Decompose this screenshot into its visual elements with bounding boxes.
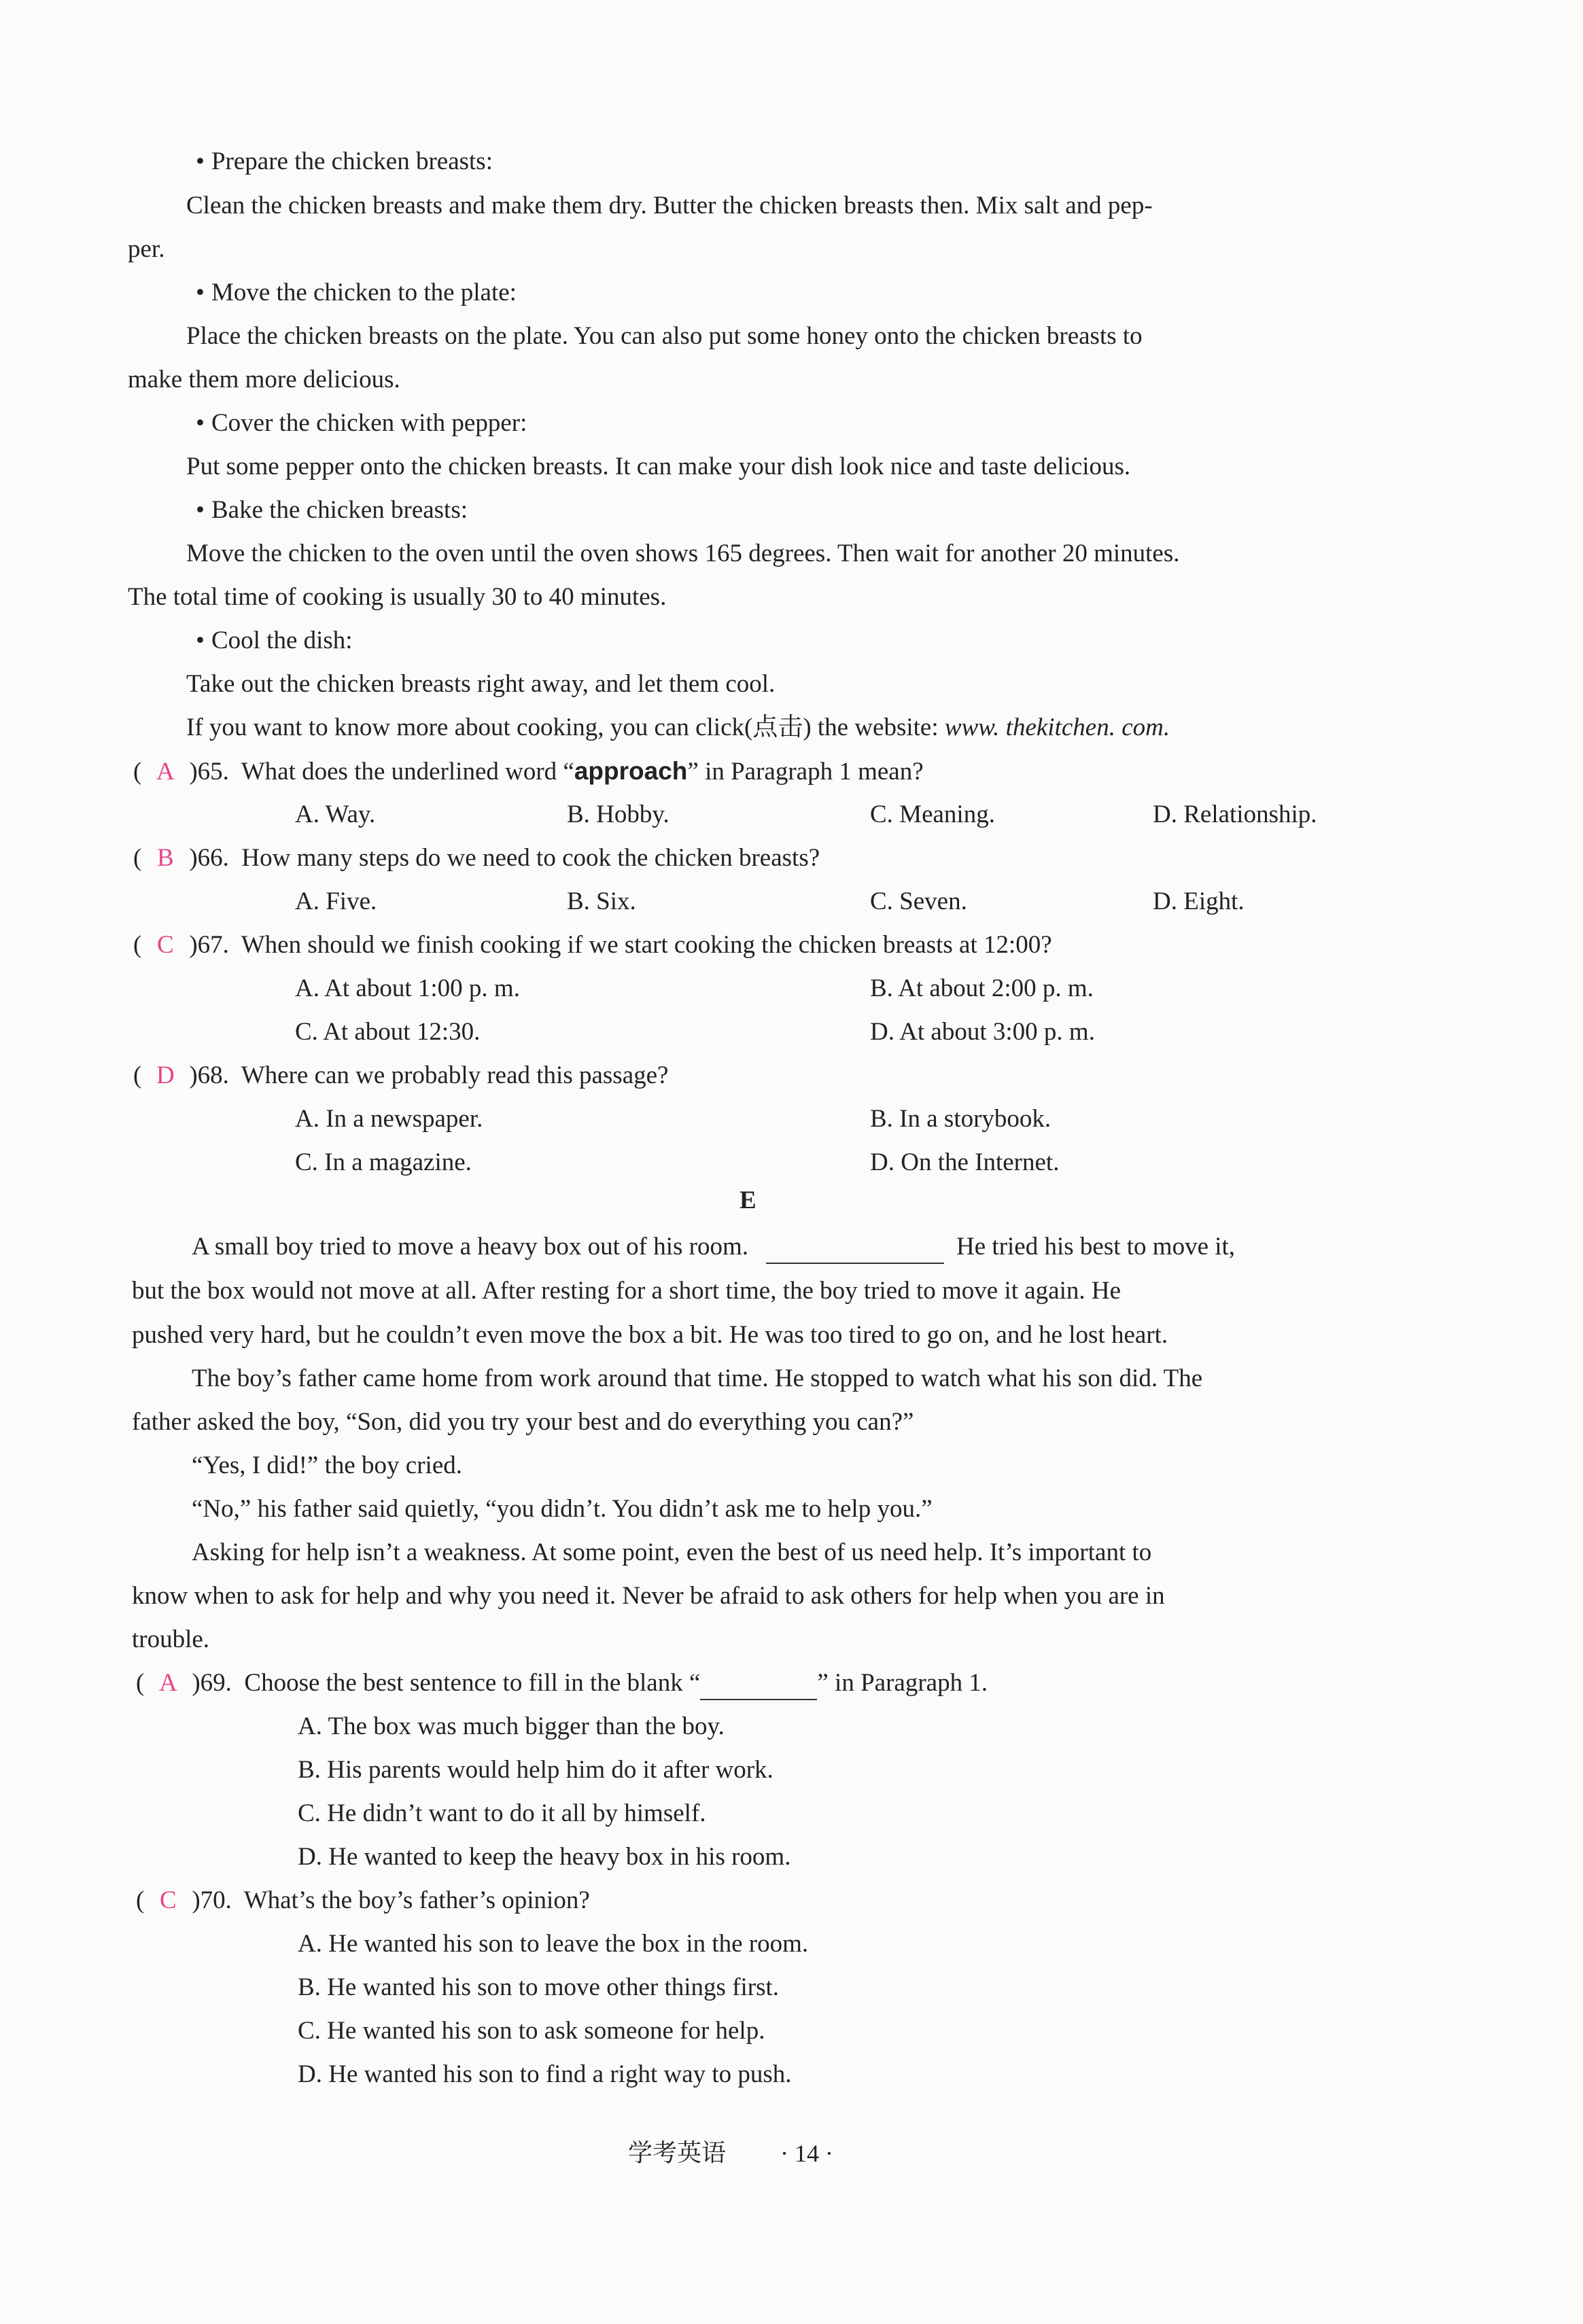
step-text: Clean the chicken breasts and make them dry. Butter the chicken breasts then. Mix salt and pep- bbox=[186, 192, 1153, 219]
answer-mark: C bbox=[159, 1886, 177, 1914]
answer-mark: A bbox=[158, 1669, 177, 1697]
option: D. Eight. bbox=[1153, 887, 1245, 915]
question-68: ( D )68. Where can we probably read this passage? bbox=[133, 1060, 668, 1091]
option: A. Five. bbox=[295, 887, 377, 915]
question-66: ( B )66. How many steps do we need to cook the chicken breasts? bbox=[133, 843, 820, 874]
question-70: ( C )70. What’s the boy’s father’s opinion? bbox=[136, 1885, 590, 1916]
step-text: Place the chicken breasts on the plate. You can also put some honey onto the chicken breasts to bbox=[186, 322, 1143, 350]
para-line: father asked the boy, “Son, did you try your best and do everything you can?” bbox=[132, 1408, 914, 1436]
option: C. He didn’t want to do it all by himself. bbox=[298, 1799, 706, 1827]
step-title: • Cool the dish: bbox=[196, 625, 353, 656]
section-heading: E bbox=[740, 1186, 756, 1214]
para-line: The boy’s father came home from work around that time. He stopped to watch what his son did. The bbox=[192, 1365, 1203, 1392]
option: A. Way. bbox=[295, 800, 376, 828]
option: A. He wanted his son to leave the box in the room. bbox=[298, 1930, 809, 1958]
option: C. At about 12:30. bbox=[295, 1018, 481, 1046]
step-title: • Move the chicken to the plate: bbox=[196, 277, 517, 309]
page-number: · 14 · bbox=[780, 2140, 833, 2167]
step-text: Move the chicken to the oven until the oven shows 165 degrees. Then wait for another 20 minutes. bbox=[186, 540, 1180, 567]
para-line: pushed very hard, but he couldn’t even move the box a bit. He was too tired to go on, and he lost heart. bbox=[132, 1321, 1168, 1349]
para-line: but the box would not move at all. After resting for a short time, the boy tried to move it again. He bbox=[132, 1277, 1121, 1305]
option: D. He wanted his son to find a right way to push. bbox=[298, 2060, 792, 2088]
option: C. Meaning. bbox=[870, 800, 995, 828]
option: B. He wanted his son to move other things first. bbox=[298, 1973, 780, 2001]
website-text: If you want to know more about cooking, you can click(点击) the website: bbox=[186, 714, 945, 741]
para-line: A small boy tried to move a heavy box out of his room. He tried his best to move it, bbox=[192, 1231, 1235, 1264]
answer-mark: C bbox=[156, 931, 174, 959]
question-65: ( A )65. What does the underlined word “approach” in Paragraph 1 mean? bbox=[133, 756, 924, 788]
option: D. He wanted to keep the heavy box in his room. bbox=[298, 1843, 791, 1871]
step-text: Take out the chicken breasts right away, and let them cool. bbox=[186, 670, 776, 698]
para-line: trouble. bbox=[132, 1625, 210, 1653]
website-url[interactable]: www. thekitchen. com. bbox=[944, 714, 1170, 741]
option: B. His parents would help him do it after work. bbox=[298, 1756, 773, 1784]
option: A. The box was much bigger than the boy. bbox=[298, 1712, 725, 1740]
step-text: make them more delicious. bbox=[128, 366, 400, 393]
question-67: ( C )67. When should we finish cooking if we start cooking the chicken breasts at 12:00? bbox=[133, 930, 1052, 961]
option: A. At about 1:00 p. m. bbox=[295, 974, 520, 1002]
question-69: ( A )69. Choose the best sentence to fill in the blank “ ” in Paragraph 1. bbox=[136, 1668, 988, 1700]
option: C. In a magazine. bbox=[295, 1148, 472, 1176]
fill-blank bbox=[766, 1231, 944, 1264]
para-line: “Yes, I did!” the boy cried. bbox=[192, 1451, 463, 1479]
fill-blank bbox=[700, 1668, 817, 1700]
para-line: “No,” his father said quietly, “you didn’t. You didn’t ask me to help you.” bbox=[192, 1495, 933, 1523]
answer-mark: D bbox=[156, 1061, 175, 1089]
option: B. Six. bbox=[567, 887, 636, 915]
step-title: • Prepare the chicken breasts: bbox=[196, 146, 493, 177]
option: D. At about 3:00 p. m. bbox=[870, 1018, 1095, 1046]
option: C. Seven. bbox=[870, 887, 967, 915]
option: B. Hobby. bbox=[567, 800, 669, 828]
option: D. On the Internet. bbox=[870, 1148, 1060, 1176]
step-title: • Bake the chicken breasts: bbox=[196, 495, 468, 526]
para-line: know when to ask for help and why you need it. Never be afraid to ask others for help when you are in bbox=[132, 1582, 1165, 1610]
step-text: The total time of cooking is usually 30 to 40 minutes. bbox=[128, 583, 667, 611]
step-title: • Cover the chicken with pepper: bbox=[196, 408, 527, 439]
footer-book-title: 学考英语 bbox=[628, 2139, 727, 2167]
website-line bbox=[186, 712, 1170, 743]
option: C. He wanted his son to ask someone for help. bbox=[298, 2017, 765, 2045]
answer-mark: A bbox=[156, 758, 175, 786]
option: A. In a newspaper. bbox=[295, 1105, 483, 1133]
step-text: per. bbox=[128, 235, 165, 263]
option: D. Relationship. bbox=[1153, 800, 1317, 828]
option: B. At about 2:00 p. m. bbox=[870, 974, 1094, 1002]
answer-mark: B bbox=[156, 844, 174, 872]
step-text: Put some pepper onto the chicken breasts. It can make your dish look nice and taste delicious. bbox=[186, 453, 1131, 480]
para-line: Asking for help isn’t a weakness. At some point, even the best of us need help. It’s important to bbox=[192, 1538, 1152, 1566]
option: B. In a storybook. bbox=[870, 1105, 1051, 1133]
